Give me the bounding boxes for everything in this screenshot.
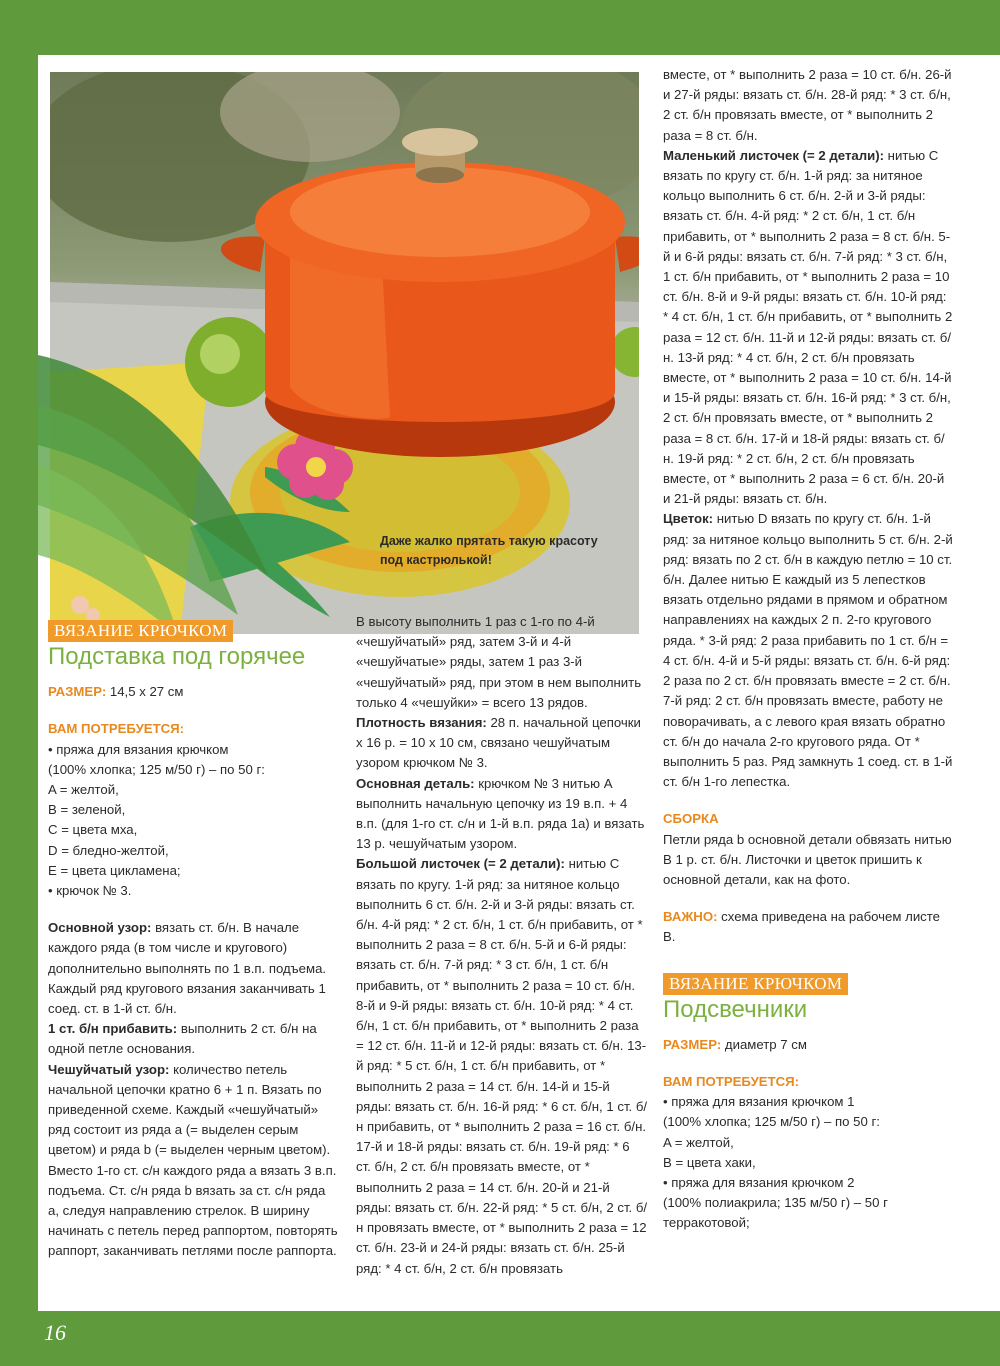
assembly-heading: СБОРКА xyxy=(663,811,719,827)
flower-label: Цветок: xyxy=(663,511,714,527)
materials-heading-2: ВАМ ПОТРЕБУЕТСЯ: xyxy=(663,1073,800,1089)
size-value: 14,5 х 27 см xyxy=(106,684,184,700)
increase-label: 1 ст. б/н прибавить: xyxy=(48,1021,178,1037)
material-line-2: (100% полиакрила; 135 м/50 г) – 50 г xyxy=(663,1195,888,1211)
big-leaf xyxy=(356,854,648,1278)
important-note xyxy=(663,907,955,947)
article-title-2: Подсвечники xyxy=(663,995,808,1023)
photo-caption xyxy=(380,532,639,570)
section-tag: ВЯЗАНИЕ КРЮЧКОМ xyxy=(48,620,233,642)
material-line: (100% хлопка; 125 м/50 г) – по 50 г: xyxy=(48,761,265,777)
scale-pattern xyxy=(48,1060,338,1262)
increase-rule xyxy=(48,1019,338,1059)
scale-pattern-label: Чешуйчатый узор: xyxy=(48,1061,170,1077)
column-3 xyxy=(663,65,955,1234)
basic-pattern xyxy=(48,918,338,1019)
increase-text: выполнить 2 ст. б/н на одной петле основания. xyxy=(48,1021,317,1057)
material-line: D = бледно-желтой, xyxy=(48,842,169,858)
main-part xyxy=(356,774,648,855)
size-label-2: РАЗМЕР: xyxy=(663,1036,722,1052)
big-leaf-label: Большой листочек (= 2 детали): xyxy=(356,856,565,872)
basic-pattern-label: Основной узор: xyxy=(48,920,152,936)
density-label: Плотность вязания: xyxy=(356,715,487,731)
size-line xyxy=(48,682,338,702)
caption-line-1: Даже жалко прятать такую красоту xyxy=(380,534,598,548)
size-label: РАЗМЕР: xyxy=(48,684,107,700)
scale-pattern-text: количество петель начальной цепочки кратно 6 + 1 п. Вязать по приведенной схеме. Каждый «чешуйчатый» ряд состоит из ряда a (= выделен серым цветом) и ряда b (= выделен черным цветом). Вместо 1-го ст. с/н каждого ряда a вязать 3 в.п. подъема. Ст. с/н ряда b вязать за ст. с/н ряда a, следуя направлению стрелок. В ширину начинать с петель перед раппортом, повторять раппорт, заканчивать петлями после раппорта. xyxy=(48,1061,338,1259)
material-line-2: • пряжа для вязания крючком 2 xyxy=(663,1174,855,1190)
small-leaf-text: нитью C вязать по кругу ст. б/н. 1-й ряд: за нитяное кольцо выполнить 6 ст. б/н. 2-й и 3-й ряды: вязать ст. б/н. 4-й ряд: * 2 ст. б/н, 1 ст. б/н прибавить, от * выполнить 2 раза = 8 ст. б/н. 5-й и 6-й ряды: вязать ст. б/н. 7-й ряд: * 3 ст. б/н, 1 ст. б/н прибавить, от * выполнить 2 раза = 10 ст. б/н. 8-й и 9-й ряды: вязать ст. б/н. 10-й ряд: * 4 ст. б/н, 1 ст. б/н прибавить, от * выполнить 2 раза = 12 ст. б/н. 11-й и 12-й ряды: вязать ст. б/н. 13-й ряд: * 4 ст. б/н, 2 ст. б/н провязать вместе, от * выполнить 2 раза = 10 ст. б/н. 14-й и 15-й ряды: вязать ст. б/н. 16-й ряд: * 3 ст. б/н, 2 ст. б/н провязать вместе, от * выполнить 2 раза = 8 ст. б/н. 17-й и 18-й ряды: вязать ст. б/н. 19-й ряд: * 2 ст. б/н, 2 ст. б/н провязать вместе, от * выполнить 2 раза = 6 ст. б/н. 20-й и 21-й ряды: вязать ст. б/н. xyxy=(663,147,953,507)
material-line-2: B = цвета хаки, xyxy=(663,1154,756,1170)
main-part-label: Основная деталь: xyxy=(356,775,475,791)
section-tag-2: ВЯЗАНИЕ КРЮЧКОМ xyxy=(663,973,848,995)
important-label: ВАЖНО: xyxy=(663,909,718,925)
page-number: 16 xyxy=(44,1320,66,1345)
height-text: В высоту выполнить 1 раз с 1-го по 4-й «чешуйчатый» ряд, затем 3-й и 4-й «чешуйчатые» ряды, затем 1 раз 3-й «чешуйчатый» ряд, при этом в нем выполнить только 4 «чешуйки» = всего 13 рядов. xyxy=(356,614,642,710)
small-leaf xyxy=(663,146,955,510)
material-line-2: (100% хлопка; 125 м/50 г) – по 50 г: xyxy=(663,1114,880,1130)
flower-text: нитью D вязать по кругу ст. б/н. 1-й ряд: за нитяное кольцо выполнить 5 ст. б/н. 2-й ряд: вязать по 2 ст. б/н в каждую петлю = 10 ст. б/н. Далее нитью E каждый из 5 лепестков вязать отдельно рядами в прямом и обратном направлениях на каждых 2 п. 2-го кругового ряда. * 3-й ряд: 2 раза прибавить по 1 ст. б/н = 4 ст. б/н. 4-й и 5-й ряды: вязать ст. б/н. 6-й ряд: 2 раза по 2 ст. б/н провязать вместе = 2 ст. б/н. 7-й ряд: 2 ст. б/н провязать вместе, работу не поворачивать, а с левого края вязать обратно ст. б/н до начала 2-го кругового ряда. От * выполнить 5 раз. Ряд замкнуть 1 соед. ст. в 1-й ст. б/н 1-го лепестка. xyxy=(663,511,953,790)
magazine-page xyxy=(38,55,1000,1311)
main-part-text: крючком № 3 нитью A выполнить начальную цепочку из 19 в.п. + 4 в.п. (для 1-го ст. с/н и 1-й в.п. ряда 1a) и вязать 13 р. чешуйчатым узором. xyxy=(356,775,645,852)
material-line: • пряжа для вязания крючком xyxy=(48,741,229,757)
assembly-text: Петли ряда b основной детали обвязать нитью B 1 р. ст. б/н. Листочки и цветок пришить к основной детали, как на фото. xyxy=(663,831,952,887)
material-line: A = желтой, xyxy=(48,782,119,798)
size-value-2: диаметр 7 см xyxy=(721,1036,807,1052)
materials-heading: ВАМ ПОТРЕБУЕТСЯ: xyxy=(48,721,185,737)
palm-leaf-icon xyxy=(38,315,298,655)
density xyxy=(356,713,648,774)
flower xyxy=(663,509,955,792)
important-text: схема приведена на рабочем листе B. xyxy=(663,909,941,945)
density-text: 28 п. начальной цепочки х 16 р. = 10 х 10 см, связано чешуйчатым узором крючком № 3. xyxy=(356,715,641,771)
column-1 xyxy=(48,620,338,1262)
caption-line-2: под кастрюлькой! xyxy=(380,552,492,567)
material-line: E = цвета цикламена; xyxy=(48,862,181,878)
material-line: B = зеленой, xyxy=(48,802,126,818)
material-line: • крючок № 3. xyxy=(48,883,132,899)
material-line: C = цвета мха, xyxy=(48,822,138,838)
basic-pattern-text: вязать ст. б/н. В начале каждого ряда (в том числе и кругового) дополнительно выполнять по 1 в.п. подъема. Каждый ряд кругового вязания заканчивать 1 соед. ст. в 1-й ст. б/н. xyxy=(48,920,327,1017)
material-line-2: терракотовой; xyxy=(663,1215,750,1231)
article-title: Подставка под горячее xyxy=(48,643,306,671)
continued-text: вместе, от * выполнить 2 раза = 10 ст. б/н. 26-й и 27-й ряды: вязать ст. б/н. 28-й ряд: * 3 ст. б/н, 2 ст. б/н провязать вместе, от * выполнить 2 раза = 8 ст. б/н. xyxy=(663,67,952,143)
small-leaf-label: Маленький листочек (= 2 детали): xyxy=(663,147,884,163)
material-line-2: A = желтой, xyxy=(663,1134,734,1150)
material-line-2: • пряжа для вязания крючком 1 xyxy=(663,1094,855,1110)
size-line-2 xyxy=(663,1035,955,1055)
big-leaf-text: нитью C вязать по кругу. 1-й ряд: за нитяное кольцо выполнить 6 ст. б/н. 2-й и 3-й ряды: вязать ст. б/н. 4-й ряд: * 2 ст. б/н, 1 ст. б/н прибавить, от * выполнить 2 раза = 8 ст. б/н. 5-й и 6-й ряды: вязать ст. б/н. 7-й ряд: * 3 ст. б/н, 1 ст. б/н прибавить, от * выполнить 2 раза = 10 ст. б/н. 8-й и 9-й ряды: вязать ст. б/н. 10-й ряд: * 4 ст. б/н, 1 ст. б/н прибавить, от * выполнить 2 раза = 12 ст. б/н. 11-й и 12-й ряды: вязать ст. б/н. 13-й ряд: * 5 ст. б/н, 1 ст. б/н прибавить, от * выполнить 2 раза = 14 ст. б/н. 14-й и 15-й ряды: вязать ст. б/н. 16-й ряд: * 6 ст. б/н, 1 ст. б/н прибавить, от * выполнить 2 раза = 16 ст. б/н. 17-й и 18-й ряды: вязать ст. б/н. 19-й ряд: * 6 ст. б/н, 2 ст. б/н провязать вместе, от * выполнить 2 раза = 14 ст. б/н. 20-й и 21-й ряды: вязать ст. б/н. 22-й ряд: * 5 ст. б/н, 2 ст. б/н провязать вместе, от * выполнить 2 раза = 12 ст. б/н. 23-й и 24-й ряды: вязать ст. б/н. 25-й ряд: * 4 ст. б/н, 2 ст. б/н провязать xyxy=(356,856,648,1276)
column-2 xyxy=(356,612,648,1279)
